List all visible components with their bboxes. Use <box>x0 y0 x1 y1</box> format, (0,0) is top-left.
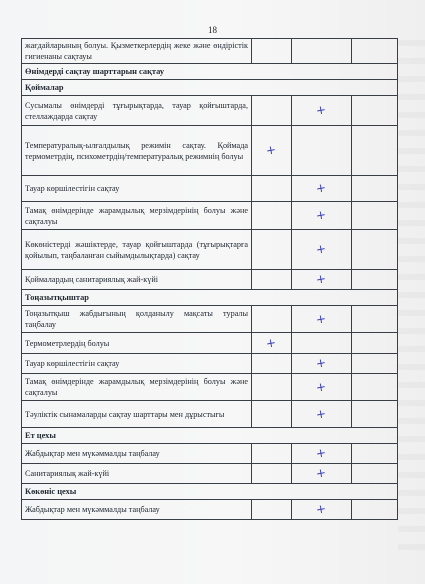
answer-cell <box>252 464 292 484</box>
handwritten-plus-mark: + <box>315 241 328 257</box>
answer-cell <box>292 374 352 401</box>
table-row <box>22 464 398 484</box>
table-row <box>22 96 398 126</box>
answer-cell <box>252 96 292 126</box>
handwritten-plus-mark: + <box>265 142 278 158</box>
answer-cell <box>292 464 352 484</box>
table-row <box>22 202 398 230</box>
section-row <box>22 64 398 80</box>
answer-cell <box>292 176 352 202</box>
requirement-text: Температуралық-ылғалдылық режимін сақтау. Қоймада термометрдің, психометрдің/температуралық режимнің болуы <box>22 126 252 176</box>
answer-cell <box>352 270 398 290</box>
section-heading: Көкөніс цехы <box>22 484 398 500</box>
answer-cell <box>292 500 352 520</box>
answer-cell <box>292 354 352 374</box>
requirement-text: Термометрлердің болуы <box>22 333 252 354</box>
section-row <box>22 484 398 500</box>
requirement-text: Тамақ өнімдерінде жарамдылық мерзімдерінің болуы және сақталуы <box>22 202 252 230</box>
answer-cell <box>352 374 398 401</box>
answer-cell <box>252 444 292 464</box>
requirement-text: Тәуліктік сынамаларды сақтау шарттары мен дұрыстығы <box>22 401 252 428</box>
section-heading: Өнімдерді сақтау шарттарын сақтау <box>22 64 398 80</box>
page-number: 18 <box>208 25 217 35</box>
answer-cell <box>252 230 292 270</box>
section-row <box>22 80 398 96</box>
table-row <box>22 401 398 428</box>
answer-cell <box>352 126 398 176</box>
answer-cell <box>252 354 292 374</box>
table-row <box>22 270 398 290</box>
table-row <box>22 306 398 333</box>
inspection-checklist-table <box>21 38 398 520</box>
requirement-text: жағдайларының болуы. Қызметкерлердің жеке және өндірістік гигиенаны сақтауы <box>22 39 252 64</box>
section-heading: Тоңазытқыштар <box>22 290 398 306</box>
answer-cell <box>352 444 398 464</box>
answer-cell <box>252 374 292 401</box>
requirement-text: Тауар көршілестігін сақтау <box>22 354 252 374</box>
page-edge-bleedthrough <box>398 40 425 560</box>
answer-cell <box>352 39 398 64</box>
answer-cell <box>292 39 352 64</box>
answer-cell <box>292 96 352 126</box>
requirement-text: Тамақ өнімдерінде жарамдылық мерзімдерінің болуы және сақталуы <box>22 374 252 401</box>
handwritten-plus-mark: + <box>315 207 328 223</box>
answer-cell <box>292 202 352 230</box>
answer-cell <box>292 444 352 464</box>
handwritten-plus-mark: + <box>315 355 328 371</box>
requirement-text: Тауар көршілестігін сақтау <box>22 176 252 202</box>
answer-cell <box>352 306 398 333</box>
answer-cell <box>352 354 398 374</box>
table-row <box>22 374 398 401</box>
section-heading: Ет цехы <box>22 428 398 444</box>
section-row <box>22 428 398 444</box>
answer-cell <box>292 270 352 290</box>
requirement-text: Қоймалардың санитариялық жай-күйі <box>22 270 252 290</box>
answer-cell <box>252 202 292 230</box>
answer-cell <box>252 500 292 520</box>
answer-cell <box>352 202 398 230</box>
answer-cell <box>352 230 398 270</box>
answer-cell <box>352 500 398 520</box>
answer-cell <box>292 306 352 333</box>
handwritten-plus-mark: + <box>315 378 328 395</box>
table-row <box>22 500 398 520</box>
requirement-text: Тоңазытқыш жабдығының қолданылу мақсаты туралы таңбалау <box>22 306 252 333</box>
answer-cell <box>252 333 292 354</box>
handwritten-plus-mark: + <box>315 102 328 118</box>
answer-cell <box>252 270 292 290</box>
handwritten-plus-mark: + <box>315 445 328 461</box>
answer-cell <box>292 230 352 270</box>
requirement-text: Жабдықтар мен мүкәммалды таңбалау <box>22 444 252 464</box>
answer-cell <box>292 126 352 176</box>
answer-cell <box>352 333 398 354</box>
handwritten-plus-mark: + <box>315 405 328 422</box>
table-row <box>22 333 398 354</box>
answer-cell <box>252 126 292 176</box>
requirement-text: Жабдықтар мен мүкәммалды таңбалау <box>22 500 252 520</box>
section-row <box>22 290 398 306</box>
table-row <box>22 39 398 64</box>
handwritten-plus-mark: + <box>315 310 328 327</box>
answer-cell <box>252 176 292 202</box>
answer-cell <box>352 401 398 428</box>
table-row <box>22 126 398 176</box>
table-row <box>22 354 398 374</box>
handwritten-plus-mark: + <box>315 180 328 196</box>
answer-cell <box>292 401 352 428</box>
answer-cell <box>252 401 292 428</box>
table-row <box>22 176 398 202</box>
table-row <box>22 444 398 464</box>
handwritten-plus-mark: + <box>315 271 328 287</box>
requirement-text: Сусымалы өнімдерді тұғырықтарда, тауар қойғыштарда, стеллаждарда сақтау <box>22 96 252 126</box>
answer-cell <box>352 96 398 126</box>
section-heading: Қоймалар <box>22 80 398 96</box>
answer-cell <box>252 306 292 333</box>
requirement-text: Көкөністерді жәшіктерде, тауар қойғыштарда (тұғырықтарға қойылып, таңбаланған сыйымдылықтарда) сақтау <box>22 230 252 270</box>
handwritten-plus-mark: + <box>265 334 278 351</box>
handwritten-plus-mark: + <box>315 465 328 481</box>
requirement-text: Санитариялық жай-күйі <box>22 464 252 484</box>
table-row <box>22 230 398 270</box>
answer-cell <box>292 333 352 354</box>
handwritten-plus-mark: + <box>315 501 328 517</box>
answer-cell <box>352 176 398 202</box>
answer-cell <box>352 464 398 484</box>
answer-cell <box>252 39 292 64</box>
